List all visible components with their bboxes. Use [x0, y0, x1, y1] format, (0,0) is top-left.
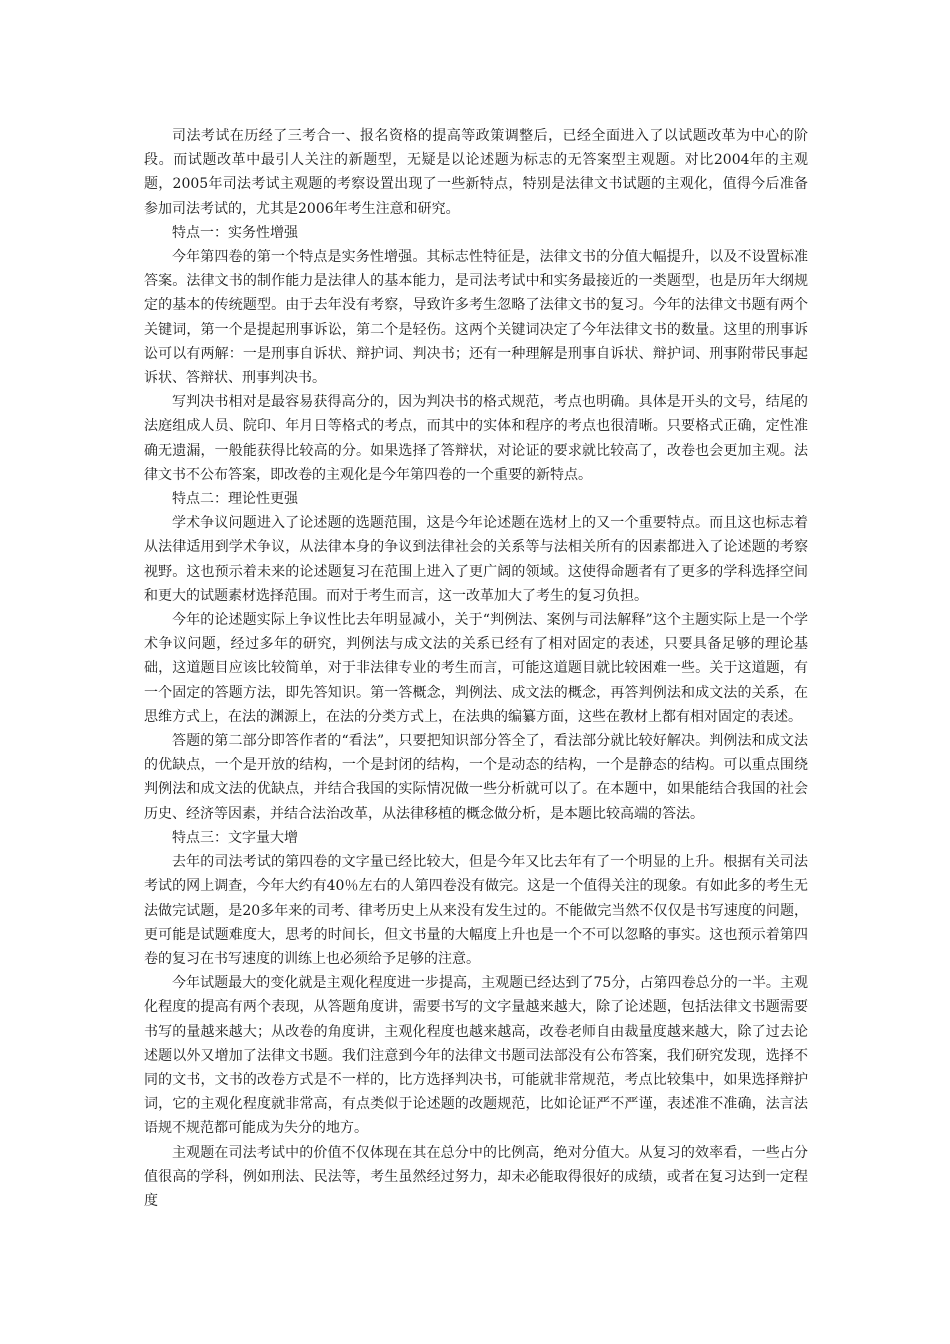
- section-heading-2: 特点二：理论性更强: [172, 491, 298, 508]
- paragraph: 今年试题最大的变化就是主观化程度进一步提高，主观题已经达到了75分，占第四卷总分的一半。主观化程度的提高有两个表现，从答题角度讲，需要书写的文字量越来越大，除了论述题，包括法律文书题需要书写的量越来越大；从改卷的角度讲，主观化程度也越来越高，改卷老师自由裁量度越来越大，除了过去论述题以外又增加了法律文书题。我们注意到今年的法律文书题司法部没有公布答案，我们研究发现，选择不同的文书，文书的改卷方式是不一样的，比方选择判决书，可能就非常规范，考点比较集中，如果选择辩护词，它的主观化程度就非常高，有点类似于论述题的改题规范，比如论证严不严谨，表述准不准确，法言法语规不规范都可能成为失分的地方。: [144, 975, 808, 1137]
- paragraph: 学术争议问题进入了论述题的选题范围，这是今年论述题在选材上的又一个重要特点。而且这也标志着从法律适用到学术争议，从法律本身的争议到法律社会的关系等与法相关所有的因素都进入了论述题的考察视野。这也预示着未来的论述题复习在范围上进入了更广阔的领域。这使得命题者有了更多的学科选择空间和更大的试题素材选择范围。而对于考生而言，这一改革加大了考生的复习负担。: [144, 515, 808, 604]
- paragraph: 答题的第二部分即答作者的“看法”，只要把知识部分答全了，看法部分就比较好解决。判例法和成文法的优缺点，一个是开放的结构，一个是封闭的结构，一个是动态的结构，一个是静态的结构。可以重点围绕判例法和成文法的优缺点，并结合我国的实际情况做一些分析就可以了。在本题中，如果能结合我国的社会历史、经济等因素，并结合法治改革，从法律移植的概念做分析，是本题比较高端的答法。: [144, 733, 808, 822]
- paragraph: 今年的论述题实际上争议性比去年明显减小，关于“判例法、案例与司法解释”这个主题实际上是一个学术争议问题，经过多年的研究，判例法与成文法的关系已经有了相对固定的表述，只要具备足够的理论基础，这道题目应该比较简单，对于非法律专业的考生而言，可能这道题目就比较困难一些。关于这道题，有一个固定的答题方法，即先答知识。第一答概念，判例法、成文法的概念，再答判例法和成文法的关系，在思维方式上，在法的渊源上，在法的分类方式上，在法典的编纂方面，这些在教材上都有相对固定的表述。: [144, 612, 808, 725]
- paragraph: 主观题在司法考试中的价值不仅体现在其在总分中的比例高，绝对分值大。从复习的效率看，一些占分值很高的学科，例如刑法、民法等，考生虽然经过努力，却未必能取得很好的成绩，或者在复习达到一定程度: [144, 1144, 808, 1209]
- document-body: [144, 124, 808, 1213]
- paragraph: 今年第四卷的第一个特点是实务性增强。其标志性特征是，法律文书的分值大幅提升，以及不设置标准答案。法律文书的制作能力是法律人的基本能力，是司法考试中和实务最接近的一类题型，也是历年大纲规定的基本的传统题型。由于去年没有考察，导致许多考生忽略了法律文书的复习。今年的法律文书题有两个关键词，第一个是提起刑事诉讼，第二个是轻伤。这两个关键词决定了今年法律文书的数量。这里的刑事诉讼可以有两解：一是刑事自诉状、辩护词、判决书；还有一种理解是刑事自诉状、辩护词、刑事附带民事起诉状、答辩状、刑事判决书。: [144, 249, 808, 387]
- paragraph: 写判决书相对是最容易获得高分的，因为判决书的格式规范，考点也明确。具体是开头的文号，结尾的法庭组成人员、院印、年月日等格式的考点，而其中的实体和程序的考点也很清晰。只要格式正确，定性准确无遗漏，一般能获得比较高的分。如果选择了答辩状，对论证的要求就比较高了，改卷也会更加主观。法律文书不公布答案，即改卷的主观化是今年第四卷的一个重要的新特点。: [144, 394, 808, 483]
- paragraph: 去年的司法考试的第四卷的文字量已经比较大，但是今年又比去年有了一个明显的上升。根据有关司法考试的网上调查，今年大约有40％左右的人第四卷没有做完。这是一个值得关注的现象。有如此多的考生无法做完试题，是20多年来的司考、律考历史上从来没有发生过的。不能做完当然不仅仅是书写速度的问题，更可能是试题难度大，思考的时间长，但文书量的大幅度上升也是一个不可以忽略的事实。这也预示着第四卷的复习在书写速度的训练上也必须给予足够的注意。: [144, 854, 808, 967]
- paragraph-intro: 司法考试在历经了三考合一、报名资格的提高等政策调整后，已经全面进入了以试题改革为中心的阶段。而试题改革中最引人关注的新题型，无疑是以论述题为标志的无答案型主观题。对比2004年的主观题，2005年司法考试主观题的考察设置出现了一些新特点，特别是法律文书试题的主观化，值得今后准备参加司法考试的，尤其是2006年考生注意和研究。: [144, 128, 808, 217]
- section-heading-3: 特点三：文字量大增: [172, 829, 298, 846]
- section-heading-1: 特点一：实务性增强: [172, 224, 298, 241]
